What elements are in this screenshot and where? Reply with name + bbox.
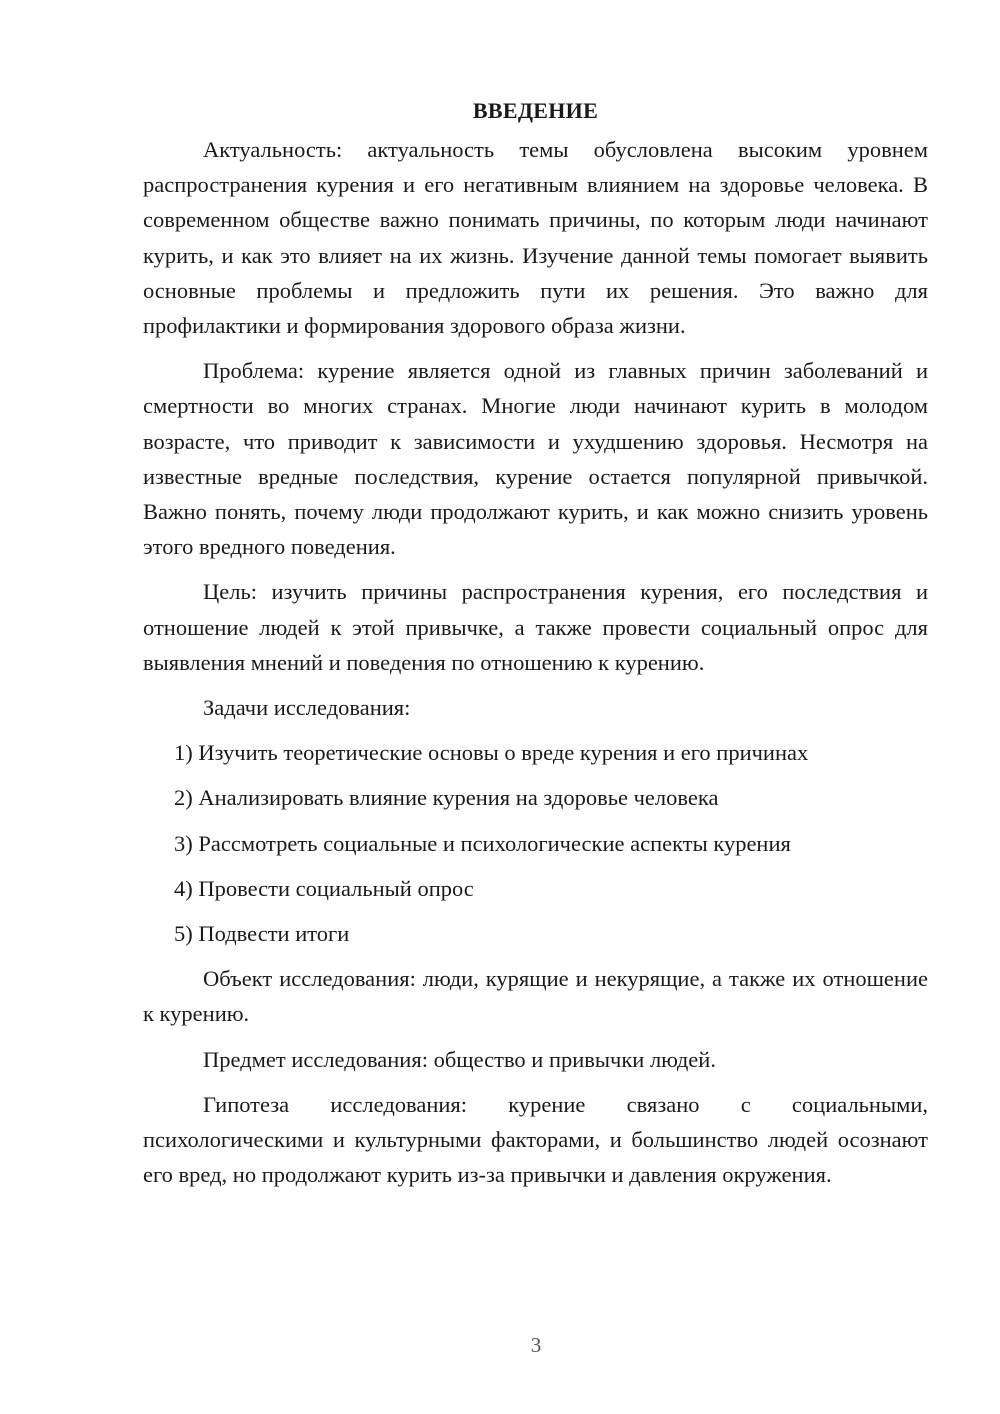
paragraph-relevance: Актуальность: актуальность темы обусловлена высоким уровнем распространения курения и его негативным влиянием на здоровье человека. В современном обществе важно понимать причины, по которым люди начинают курить, и как это влияет на их жизнь. Изучение данной темы помогает выявить основные проблемы и предложить пути их решения. Это важно для профилактики и формирования здорового образа жизни. <box>143 137 928 339</box>
task-item: 2) Анализировать влияние курения на здоровье человека <box>174 785 719 811</box>
task-item: 5) Подвести итоги <box>174 921 350 947</box>
section-title: ВВЕДЕНИЕ <box>472 98 599 123</box>
paragraph-problem: Проблема: курение является одной из главных причин заболеваний и смертности во многих странах. Многие люди начинают курить в молодом возрасте, что приводит к зависимости и ухудшению здоровья. Несмотря на известные вредные последствия, курение остается популярной привычкой. Важно понять, почему люди продолжают курить, и как можно снизить уровень этого вредного поведения. <box>143 358 928 560</box>
paragraph-subject: Предмет исследования: общество и привычки людей. <box>203 1046 716 1072</box>
task-list <box>143 735 928 951</box>
page-content <box>143 90 928 1202</box>
paragraph-hypothesis: Гипотеза исследования: курение связано с социальными, психологическими и культурными факторами, и большинство людей осознают его вред, но продолжают курить из-за привычки и давления окружения. <box>143 1091 928 1188</box>
page-number: 3 <box>530 1333 542 1357</box>
paragraph-object: Объект исследования: люди, курящие и некурящие, а также их отношение к курению. <box>143 966 928 1027</box>
tasks-heading: Задачи исследования: <box>203 695 411 721</box>
task-item: 1) Изучить теоретические основы о вреде курения и его причинах <box>174 740 809 766</box>
task-item: 3) Рассмотреть социальные и психологические аспекты курения <box>174 830 791 856</box>
paragraph-goal: Цель: изучить причины распространения курения, его последствия и отношение людей к этой привычке, а также провести социальный опрос для выявления мнений и поведения по отношению к курению. <box>143 579 928 675</box>
task-item: 4) Провести социальный опрос <box>174 875 474 901</box>
